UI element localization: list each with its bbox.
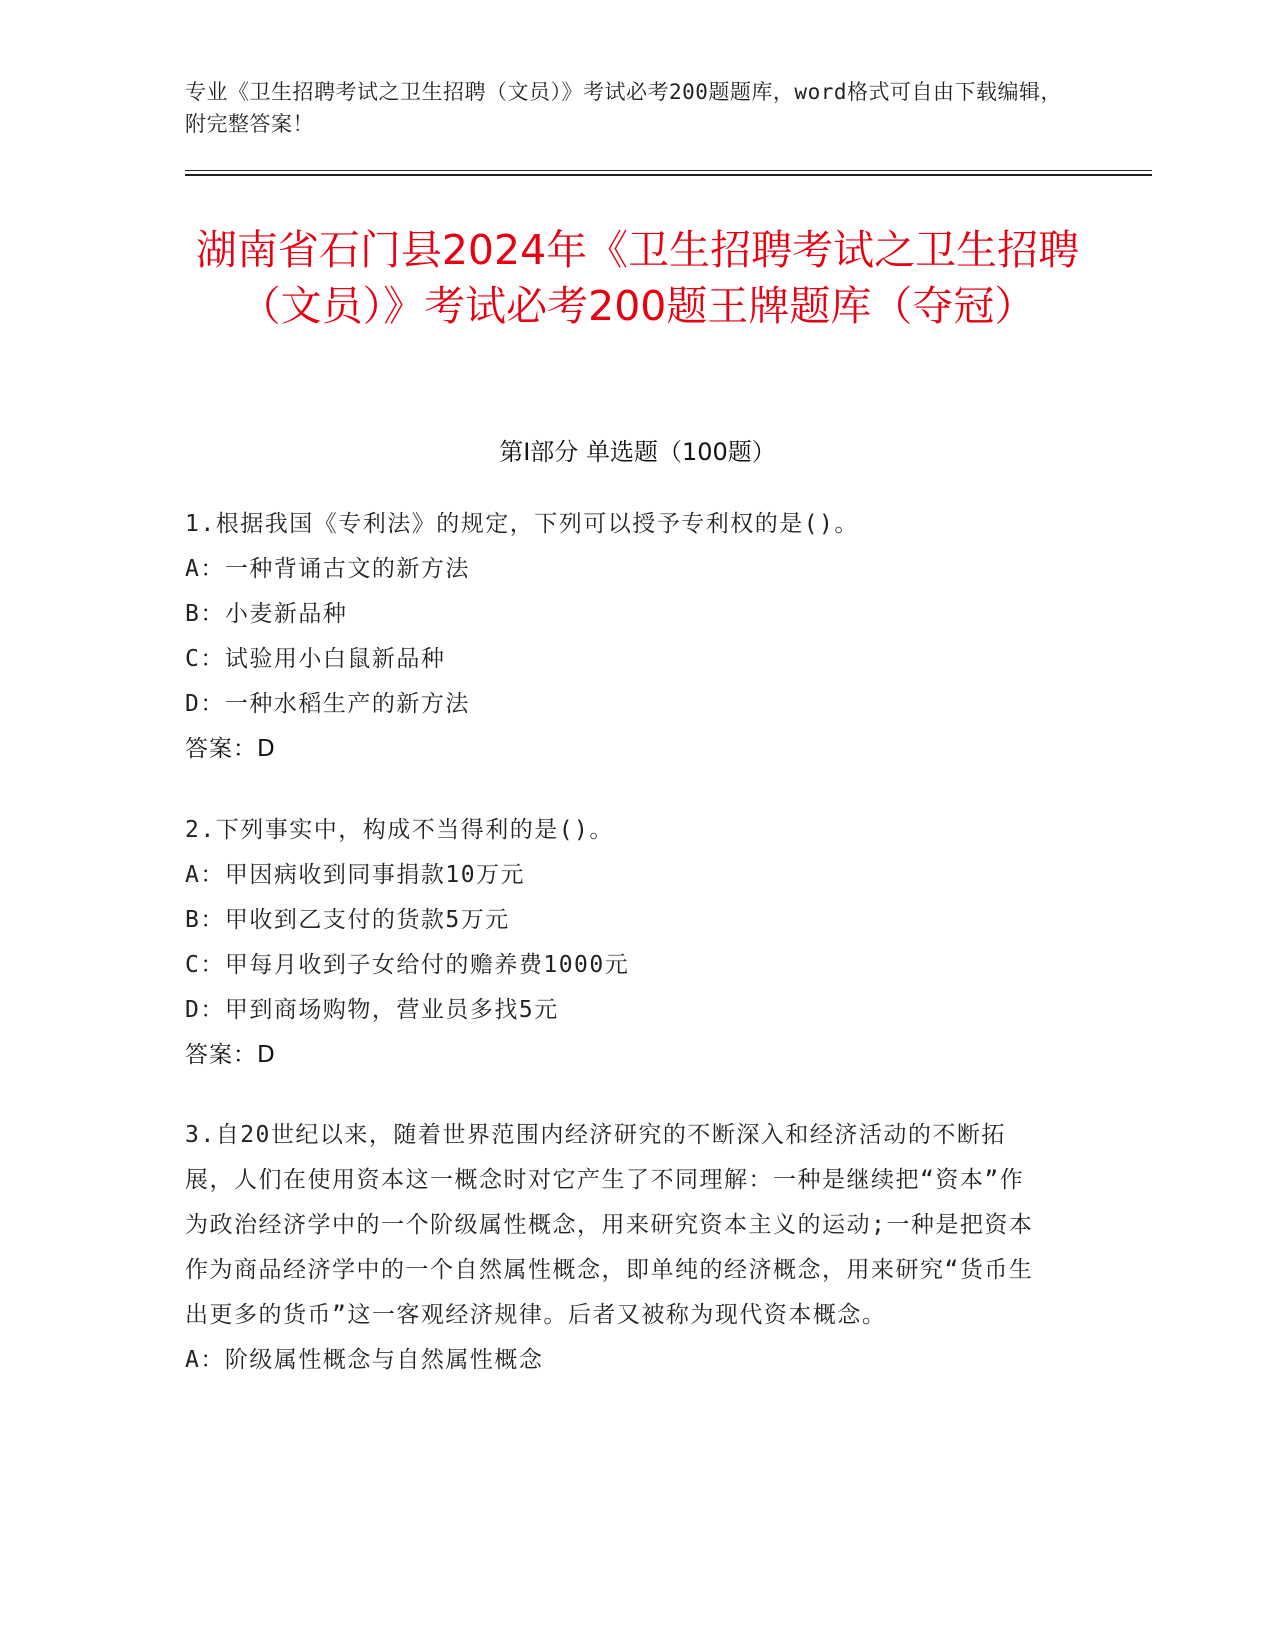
question-stem: 3.自20世纪以来，随着世界范围内经济研究的不断深入和经济活动的不断拓展，人们在使用资本这一概念时对它产生了不同理解：一种是继续把“资本”作为政治经济学中的一个阶级属性概念，用来研究资本主义的运动;一种是把资本作为商品经济学中的一个自然属性概念，即单纯的经济概念，用来研究“货币生出更多的货币”这一客观经济规律。后者又被称为现代资本概念。: [185, 1122, 1034, 1328]
document-title: 湖南省石门县2024年《卫生招聘考试之卫生招聘（文员）》考试必考200题王牌题库（夺冠）: [195, 226, 1080, 330]
option-c: C：甲每月收到子女给付的赡养费1000元: [185, 952, 630, 978]
option-b: B：甲收到乙支付的货款5万元: [185, 907, 510, 933]
question-2: [185, 808, 1065, 1078]
question-3: [185, 1113, 1045, 1383]
question-stem: 2.下列事实中，构成不当得利的是()。: [185, 817, 614, 843]
section-title: 第Ⅰ部分 单选题（100题）: [499, 438, 776, 466]
question-stem: 1.根据我国《专利法》的规定，下列可以授予专利权的是()。: [185, 511, 859, 537]
header-note: 专业《卫生招聘考试之卫生招聘（文员）》考试必考200题题库，word格式可自由下载编辑，附完整答案！: [185, 80, 1062, 136]
option-c: C：试验用小白鼠新品种: [185, 646, 446, 672]
option-d: D：甲到商场购物，营业员多找5元: [185, 997, 559, 1023]
header-rule-thin: [185, 170, 1152, 171]
option-a: A：一种背诵古文的新方法: [185, 556, 470, 582]
option-a: A：甲因病收到同事捐款10万元: [185, 862, 526, 888]
question-1: [185, 502, 1065, 772]
answer: 答案：D: [185, 1042, 276, 1068]
answer: 答案：D: [185, 736, 276, 762]
option-a: A：阶级属性概念与自然属性概念: [185, 1347, 544, 1373]
option-b: B：小麦新品种: [185, 601, 348, 627]
option-d: D：一种水稻生产的新方法: [185, 691, 470, 717]
header-rule-thick: [185, 174, 1152, 176]
